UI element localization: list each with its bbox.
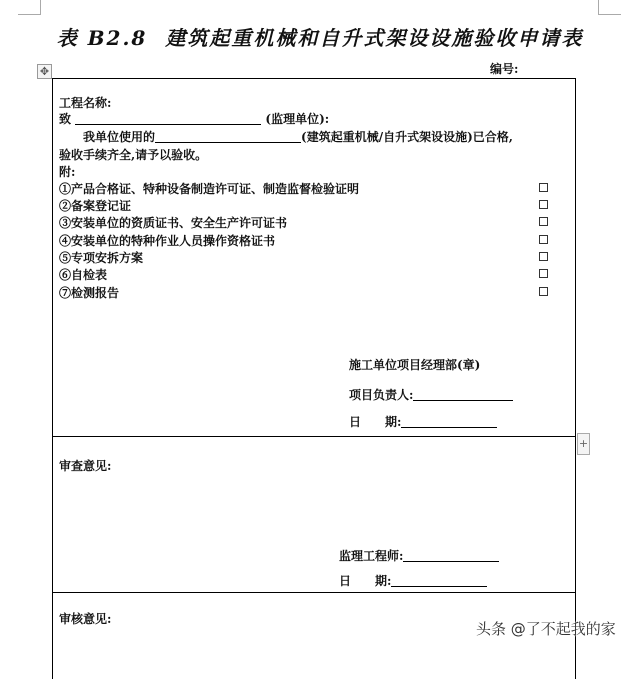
equipment-name-blank[interactable] [155, 130, 301, 143]
application-form-table [52, 78, 576, 679]
supervising-engineer-line [339, 547, 499, 564]
statement-line [83, 128, 513, 145]
attachment-text: ②备案登记证 [59, 199, 132, 213]
section-divider [53, 436, 575, 437]
form-code: 表 B2.8 [56, 26, 148, 50]
addressee-line [59, 110, 329, 127]
review-date-label: 日 期: [339, 574, 392, 588]
page-title [0, 22, 640, 51]
attachment-checkbox[interactable] [539, 287, 548, 296]
add-row-plus-icon[interactable]: + [577, 433, 590, 455]
statement-line-2: 验收手续齐全,请予以验收。 [59, 148, 208, 162]
attachment-checkbox[interactable] [539, 183, 548, 192]
supervisor-unit-label: (监理单位): [265, 112, 330, 126]
attachment-text: ④安装单位的特种作业人员操作资格证书 [59, 234, 276, 248]
attachment-text: ③安装单位的资质证书、安全生产许可证书 [59, 216, 288, 230]
document-number-label: 编号: [490, 62, 519, 76]
attachment-checkbox[interactable] [539, 269, 548, 278]
attachment-item-2 [59, 197, 543, 214]
attachment-item-6 [59, 266, 543, 283]
application-date-line [349, 413, 497, 430]
to-prefix: 致 [59, 112, 72, 126]
section-divider [53, 592, 575, 593]
project-leader-line [349, 386, 513, 403]
attachment-item-5 [59, 249, 543, 266]
table-move-handle-icon[interactable]: ✥ [37, 64, 52, 79]
crop-mark-top-right [598, 0, 621, 15]
attachment-item-4 [59, 232, 543, 249]
project-leader-label: 项目负责人: [349, 388, 414, 402]
attachment-text: ⑦检测报告 [59, 286, 120, 300]
source-watermark: 头条 @了不起我的家 [476, 620, 616, 638]
attachment-item-3 [59, 214, 543, 231]
application-date-label: 日 期: [349, 415, 402, 429]
audit-opinion-label: 审核意见: [59, 612, 112, 626]
attachment-checkbox[interactable] [539, 200, 548, 209]
supervising-engineer-label: 监理工程师: [339, 549, 404, 563]
form-title-text: 建筑起重机械和自升式架设设施验收申请表 [165, 26, 584, 50]
review-date-blank[interactable] [391, 574, 487, 587]
attachment-text: ⑥自检表 [59, 268, 108, 282]
crop-mark-top-left [18, 0, 41, 15]
project-leader-blank[interactable] [413, 388, 513, 401]
attachments-label: 附: [59, 165, 76, 179]
supervising-engineer-blank[interactable] [403, 549, 499, 562]
application-date-blank[interactable] [401, 415, 497, 428]
attachment-checkbox[interactable] [539, 235, 548, 244]
supervisor-unit-blank[interactable] [75, 112, 261, 125]
attachment-item-7 [59, 284, 543, 301]
statement-prefix: 我单位使用的 [83, 130, 156, 144]
attachment-checkbox[interactable] [539, 217, 548, 226]
project-name-label: 工程名称: [59, 96, 112, 110]
attachment-text: ①产品合格证、特种设备制造许可证、制造监督检验证明 [59, 182, 360, 196]
statement-suffix: (建筑起重机械/自升式架设设施)已合格, [301, 130, 513, 144]
review-opinion-label: 审查意见: [59, 459, 112, 473]
review-date-line [339, 572, 487, 589]
attachment-item-1 [59, 180, 543, 197]
attachment-checkbox[interactable] [539, 252, 548, 261]
attachment-text: ⑤专项安拆方案 [59, 251, 144, 265]
construction-dept-label: 施工单位项目经理部(章) [349, 358, 481, 372]
